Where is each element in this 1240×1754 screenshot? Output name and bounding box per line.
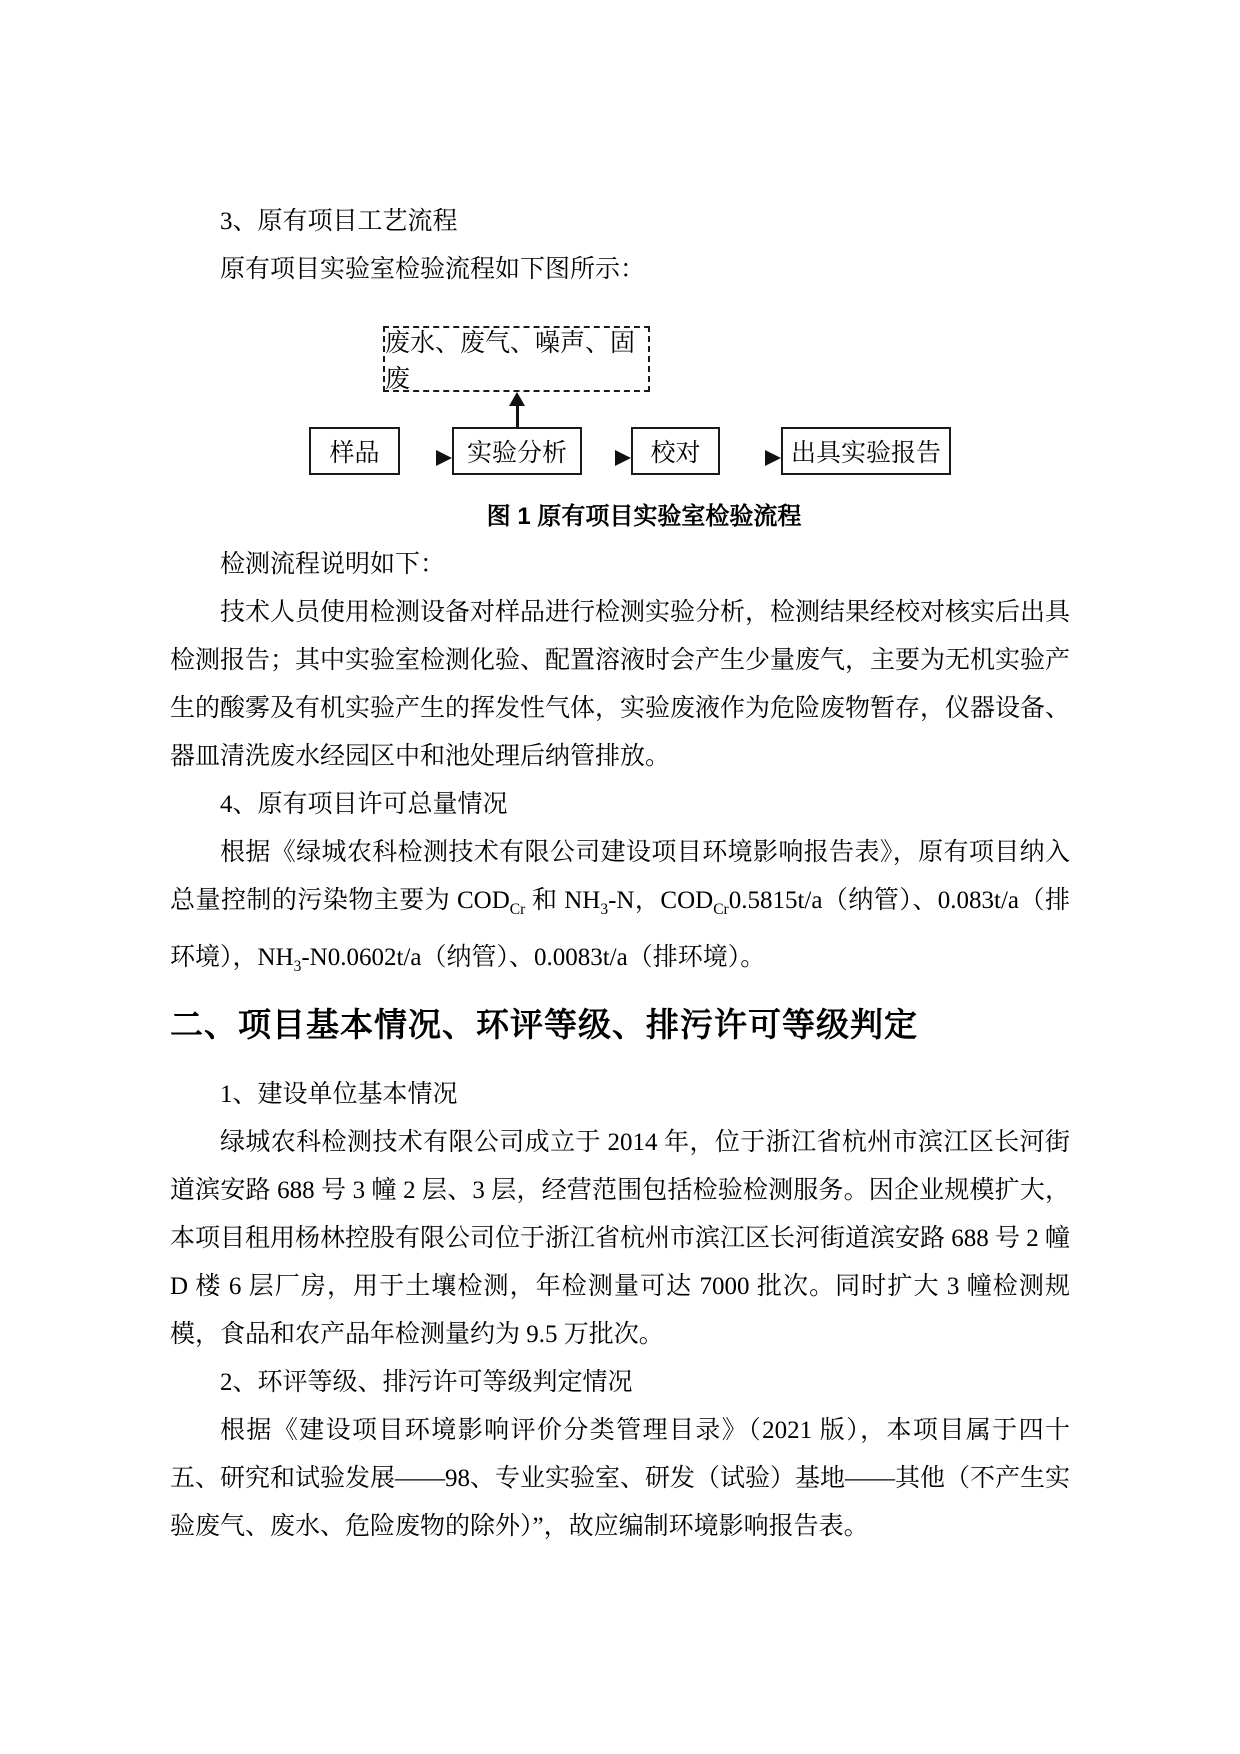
figure-caption: 图 1 原有项目实验室检验流程 <box>486 503 802 530</box>
section3-intro: 原有项目实验室检验流程如下图所示： <box>220 256 646 283</box>
flow-note-title: 检测流程说明如下： <box>220 551 446 578</box>
section4-body: 根据《绿城农科检测技术有限公司建设项目环境影响报告表》，原有项目纳入总量控制的污染物主要为 $COD_{Cr}$ 和 $NH_3-N$，$COD_{Cr}0.5815t/a$（纳管）、0.083t/a（排环境），$NH_3-N0.0602t/a$（纳管）、0.0083t/a（排环境）。 <box>170 839 1070 975</box>
arrow-right-head <box>765 450 781 466</box>
chapter2-heading: 二、项目基本情况、环评等级、排污许可等级判定 <box>170 1006 918 1043</box>
arrow-right-head <box>436 450 452 466</box>
arrow-up-shaft <box>516 402 519 427</box>
flow-node-sample: 样品 <box>309 427 400 475</box>
flow-node-report: 出具实验报告 <box>781 427 951 475</box>
flow-node-byproducts: 废水、废气、噪声、固废 <box>383 326 650 392</box>
arrow-up-icon <box>509 392 525 427</box>
arrow-right-icon <box>582 450 631 466</box>
arrow-right-icon <box>400 450 452 466</box>
flow-note-body: 技术人员使用检测设备对样品进行检测实验分析，检测结果经校对核实后出具检测报告；其中实验室检测化验、配置溶液时会产生少量废气，主要为无机实验产生的酸雾及有机实验产生的挥发性气体，实验废液作为危险废物暂存，仪器设备、器皿清洗废水经园区中和池处理后纳管排放。 <box>170 599 1071 770</box>
chapter2-item1-title: 1、建设单位基本情况 <box>220 1081 458 1108</box>
chapter2-item1-body: 绿城农科检测技术有限公司成立于 2014 年，位于浙江省杭州市滨江区长河街道滨安路 688 号 3 幢 2 层、3 层，经营范围包括检验检测服务。因企业规模扩大，本项目租用杨林控股有限公司位于浙江省杭州市滨江区长河街道滨安路 688 号 2 幢 D 楼 6 层厂房，用于土壤检测，年检测量可达 7000 批次。同时扩大 3 幢检测规模，食品和农产品年检测量约为 9.5 万批次。 <box>170 1129 1071 1348</box>
lab-process-flow-diagram <box>170 324 1070 479</box>
arrow-right-icon <box>720 450 781 466</box>
chapter2-item2-body: 根据《建设项目环境影响评价分类管理目录》（2021 版），本项目属于四十五、研究和试验发展——98、专业实验室、研发（试验）基地——其他（不产生实验废气、废水、危险废物的除外）”，故应编制环境影响报告表。 <box>170 1417 1071 1540</box>
arrow-right-head <box>615 450 631 466</box>
section3-title: 3、原有项目工艺流程 <box>220 208 458 235</box>
section4-title: 4、原有项目许可总量情况 <box>220 791 508 818</box>
flow-node-proofread: 校对 <box>631 427 720 475</box>
flow-node-analysis: 实验分析 <box>452 427 582 475</box>
chapter2-item2-title: 2、环评等级、排污许可等级判定情况 <box>220 1369 633 1396</box>
